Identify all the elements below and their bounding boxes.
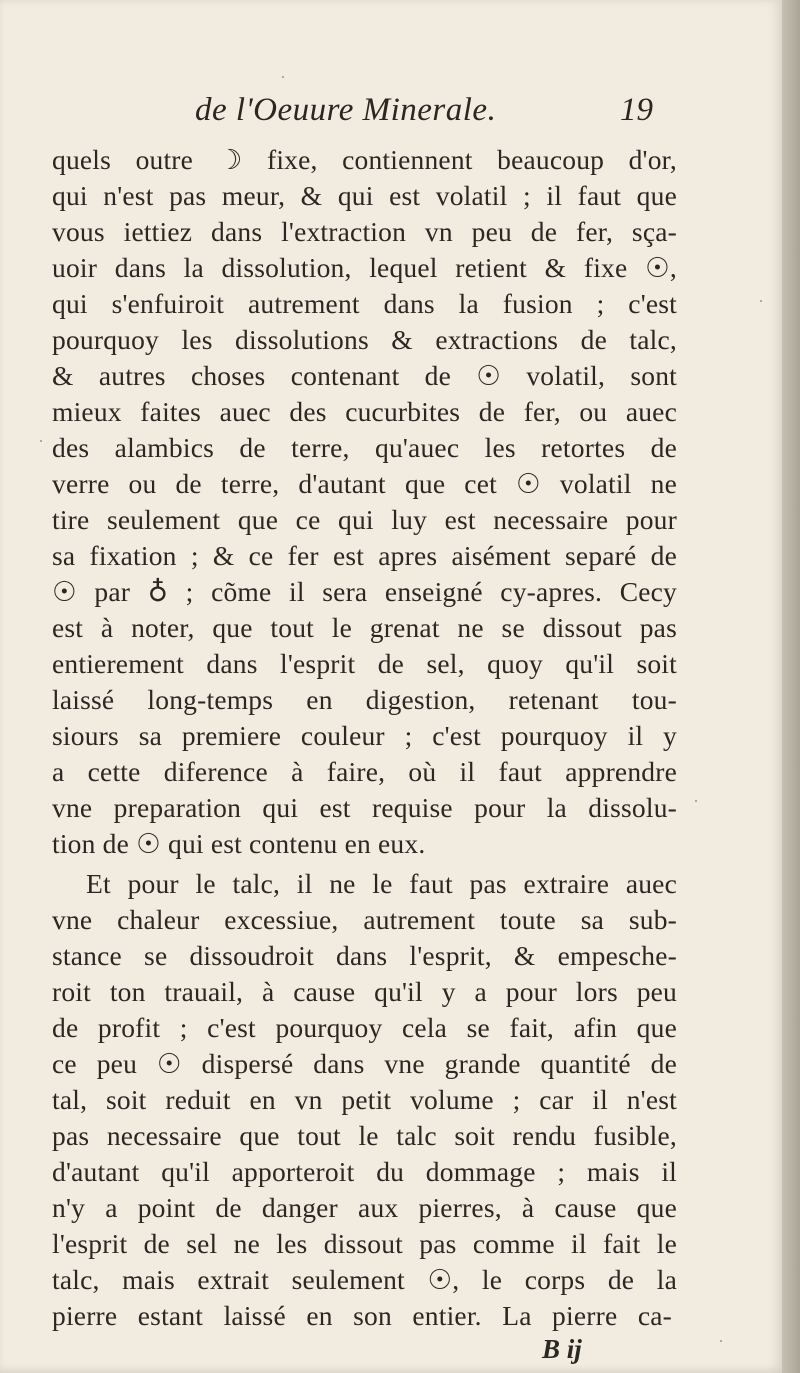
running-title: de l'Oeuure Minerale. <box>195 92 497 128</box>
text-line: entierement dans l'esprit de sel, quoy qu'il soit <box>52 648 677 679</box>
text-line: pierre estant laissé en son entier. La pierre ca- <box>52 1300 672 1331</box>
text-line: d'autant qu'il apporteroit du dommage ; mais il <box>52 1156 677 1187</box>
text-line: siours sa premiere couleur ; c'est pourquoy il y <box>52 720 677 751</box>
text-line: l'esprit de sel ne les dissout pas comme il fait le <box>52 1228 677 1259</box>
text-line: est à noter, que tout le grenat ne se dissout pas <box>52 612 677 643</box>
text-line: vous iettiez dans l'extraction vn peu de fer, sça- <box>52 216 677 247</box>
text-line: stance se dissoudroit dans l'esprit, & empesche- <box>52 940 677 971</box>
text-line: tion de ☉ qui est contenu en eux. <box>52 828 426 859</box>
page-number: 19 <box>620 92 653 128</box>
text-line: mieux faites auec des cucurbites de fer, ou auec <box>52 396 677 427</box>
text-line: laissé long-temps en digestion, retenant tou- <box>52 684 677 715</box>
text-line: talc, mais extrait seulement ☉, le corps de la <box>52 1264 677 1295</box>
text-line: des alambics de terre, qu'auec les retortes de <box>52 432 677 463</box>
text-line: pas necessaire que tout le talc soit rendu fusible, <box>52 1120 677 1151</box>
text-line: roit ton trauail, à cause qu'il y a pour lors peu <box>52 976 677 1007</box>
text-line: vne chaleur excessiue, autrement toute sa sub- <box>52 904 677 935</box>
text-line: a cette diference à faire, où il faut apprendre <box>52 756 677 787</box>
signature-mark: B ij <box>542 1334 582 1364</box>
text-line: quels outre ☽ fixe, contiennent beaucoup d'or, <box>52 144 677 175</box>
text-line: n'y a point de danger aux pierres, à cause que <box>52 1192 677 1223</box>
text-line: vne preparation qui est requise pour la dissolu- <box>52 792 677 823</box>
page-gutter-shadow <box>782 0 800 1373</box>
text-line: ce peu ☉ dispersé dans vne grande quantité de <box>52 1048 677 1079</box>
text-line: qui n'est pas meur, & qui est volatil ; il faut que <box>52 180 677 211</box>
text-line: qui s'enfuiroit autrement dans la fusion ; c'est <box>52 288 677 319</box>
text-line: tire seulement que ce qui luy est necessaire pour <box>52 504 677 535</box>
text-line: & autres choses contenant de ☉ volatil, sont <box>52 360 677 391</box>
text-line: de profit ; c'est pourquoy cela se fait, afin que <box>52 1012 677 1043</box>
text-line: tal, soit reduit en vn petit volume ; car il n'est <box>52 1084 677 1115</box>
text-line: ☉ par ♁ ; cõme il sera enseigné cy-apres. Cecy <box>52 576 677 607</box>
page-header <box>0 90 782 140</box>
text-line: sa fixation ; & ce fer est apres aisément separé de <box>52 540 677 571</box>
text-line: pourquoy les dissolutions & extractions de talc, <box>52 324 677 355</box>
text-line: uoir dans la dissolution, lequel retient & fixe ☉, <box>52 252 677 283</box>
text-line: verre ou de terre, d'autant que cet ☉ volatil ne <box>52 468 677 499</box>
text-line: Et pour le talc, il ne le faut pas extraire auec <box>86 868 677 899</box>
